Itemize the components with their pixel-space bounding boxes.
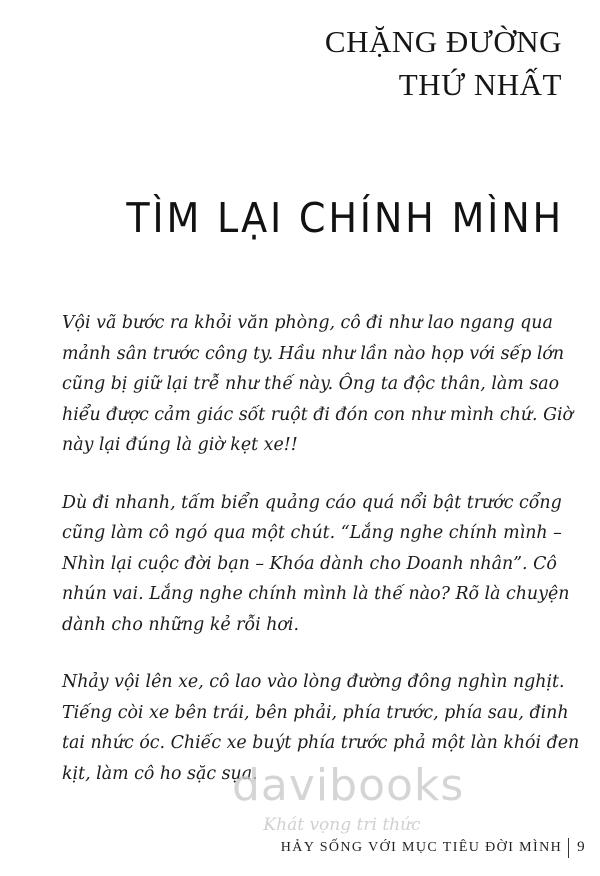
part-heading: [162, 20, 562, 106]
text-line: Nhìn lại cuộc đời bạn – Khóa dành cho Doanh nhân”. Cô: [62, 553, 557, 574]
part-heading-line-1: CHẶNG ĐƯỜNG: [324, 24, 562, 59]
text-line: Nhảy vội lên xe, cô lao vào lòng đường đông nghìn nghịt.: [62, 672, 565, 692]
text-line: cũng làm cô ngó qua một chút. “Lắng nghe chính mình –: [62, 523, 562, 543]
watermark-tagline: Khát vọng tri thức: [263, 815, 421, 835]
text-line: dành cho những kẻ rỗi hơi.: [62, 614, 299, 635]
text-line: Vội vã bước ra khỏi văn phòng, cô đi như lao ngang qua: [62, 313, 553, 333]
running-title: HẢY SỐNG VỚI MỤC TIÊU ĐỜI MÌNH: [280, 840, 563, 856]
text-line: mảnh sân trước công ty. Hầu như lần nào họp với sếp lớn: [62, 343, 565, 364]
text-line: Dù đi nhanh, tấm biển quảng cáo quá nổi bật trước cổng: [62, 492, 562, 513]
paragraph-2: [62, 488, 572, 641]
text-line: hiểu được cảm giác sốt ruột đi đón con như mình chứ. Giờ: [62, 404, 574, 425]
text-line: nhún vai. Lắng nghe chính mình là thế nào? Rõ là chuyện: [62, 584, 570, 604]
body-text: [62, 308, 580, 789]
page-footer: [281, 838, 586, 858]
paragraph-3: [62, 667, 580, 789]
text-line: cũng bị giữ lại trễ như thế này. Ông ta độc thân, làm sao: [62, 374, 560, 394]
part-heading-line-2: THỨ NHẤT: [398, 67, 562, 102]
text-line: Tiếng còi xe bên trái, bên phải, phía trước, phía sau, đinh: [62, 702, 569, 723]
paragraph-1: [62, 308, 572, 461]
text-line: kịt, làm cô ho sặc sụa.: [62, 763, 258, 784]
chapter-title: TÌM LẠI CHÍNH MÌNH: [126, 194, 565, 242]
text-line: tai nhức óc. Chiếc xe buýt phía trước phả một làn khói đen: [62, 733, 580, 753]
watermark-logo: davibooks: [232, 760, 465, 811]
footer-divider: [568, 838, 569, 858]
text-line: này lại đúng là giờ kẹt xe!!: [62, 435, 298, 455]
page-number: 9: [577, 839, 586, 856]
